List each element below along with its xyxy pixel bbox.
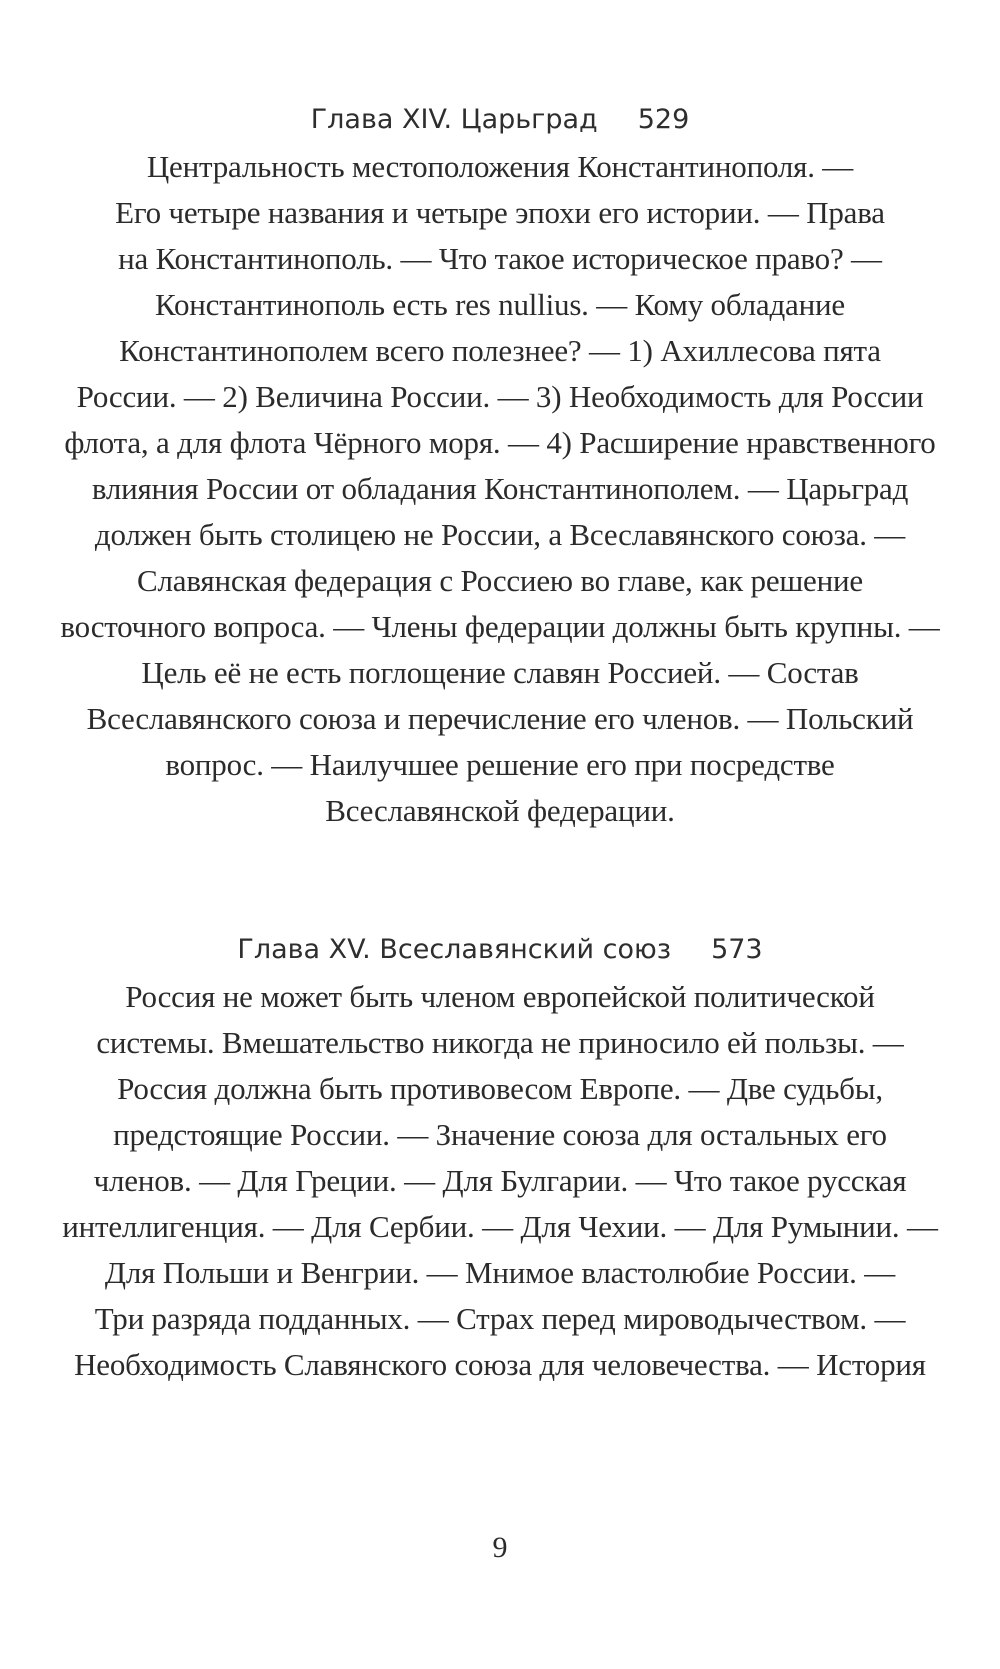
text-line: членов. — Для Греции. — Для Булгарии. — Что такое русская	[93, 1163, 907, 1198]
text-line: влияния России от обладания Константинополем. — Царьград	[91, 471, 909, 506]
text-line: флота, а для флота Чёрного моря. — 4) Расширение нравственного	[64, 425, 936, 460]
text-line: Всеславянского союза и перечисление его членов. — Польский	[86, 701, 914, 736]
text-line: восточного вопроса. — Члены федерации должны быть крупны. —	[60, 609, 940, 644]
text-line: должен быть столицею не России, а Всеславянского союза. —	[94, 517, 906, 552]
text-line: Россия не может быть членом европейской политической	[125, 979, 875, 1014]
text-line: предстоящие России. — Значение союза для остальных его	[113, 1117, 887, 1152]
text-line: вопрос. — Наилучшее решение его при посредстве	[165, 747, 835, 782]
chapter-page-number: 573	[711, 934, 763, 965]
text-line: Славянская федерация с Россиею во главе, как решение	[137, 563, 863, 598]
text-line: Всеславянской федерации.	[325, 793, 675, 828]
chapter-title: Глава XIV. Царьград	[310, 104, 598, 135]
text-line: Константинополь есть res nullius. — Кому обладание	[155, 287, 845, 322]
text-line: на Константинополь. — Что такое историческое право? —	[118, 241, 882, 276]
text-line: Для Польши и Венгрии. — Мнимое властолюбие России. —	[104, 1255, 896, 1290]
text-line: системы. Вмешательство никогда не приносило ей пользы. —	[96, 1025, 904, 1060]
chapter-page-number: 529	[637, 104, 690, 135]
text-line: Цель её не есть поглощение славян Россией. — Состав	[141, 655, 859, 690]
chapter-header	[0, 100, 1000, 140]
text-line: Россия должна быть противовесом Европе. — Две судьбы,	[117, 1071, 883, 1106]
text-line: интеллигенция. — Для Сербии. — Для Чехии. — Для Румынии. —	[62, 1209, 938, 1244]
text-line: Его четыре названия и четыре эпохи его истории. — Права	[115, 195, 885, 230]
page-number: 9	[492, 1531, 508, 1564]
chapter-header	[0, 930, 1000, 970]
text-line: Центральность местоположения Константинополя. —	[146, 149, 854, 184]
text-line: Константинополем всего полезнее? — 1) Ахиллесова пята	[119, 333, 881, 368]
text-line: Необходимость Славянского союза для человечества. — История	[74, 1347, 926, 1382]
chapter-title: Глава XV. Всеславянский союз	[237, 934, 672, 965]
text-line: Три разряда подданных. — Страх перед мироводычеством. —	[94, 1301, 906, 1336]
text-line: России. — 2) Величина России. — 3) Необходимость для России	[76, 379, 924, 414]
